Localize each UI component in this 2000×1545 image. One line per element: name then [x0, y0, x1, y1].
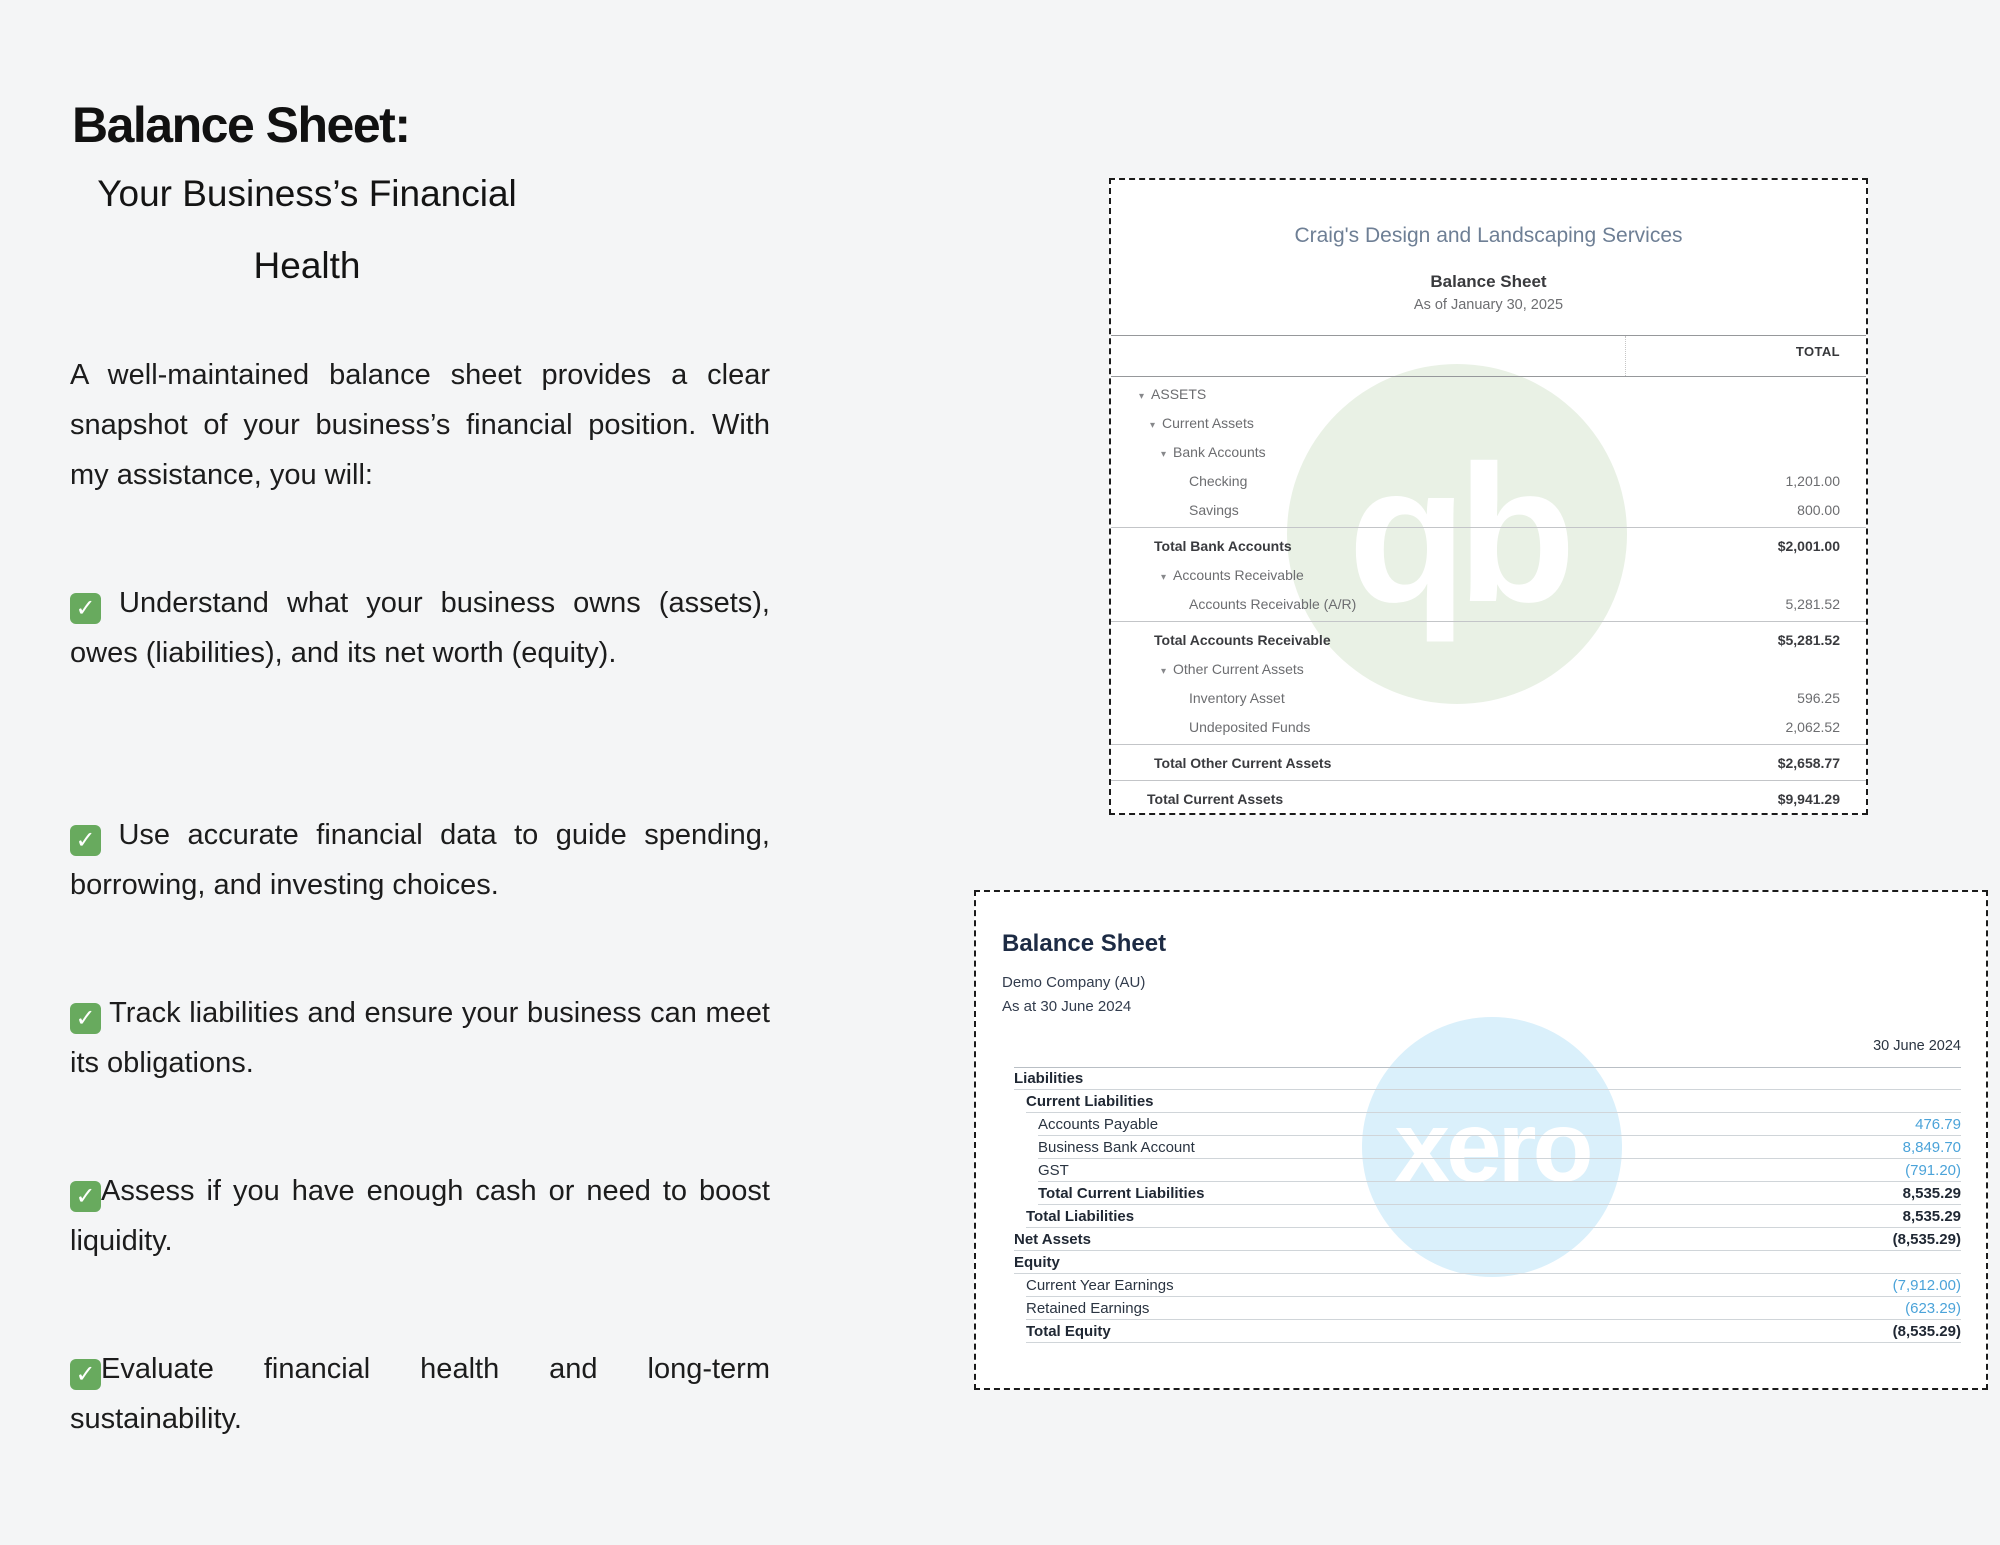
xero-value: (8,535.29)	[1892, 1322, 1961, 1340]
qb-account-label: ▾ Other Current Assets	[1161, 660, 1304, 677]
checklist-item	[70, 578, 770, 678]
collapse-arrow-icon[interactable]: ▾	[1161, 448, 1167, 460]
check-icon: ✓	[70, 593, 101, 624]
qb-account-label: ▾ Bank Accounts	[1161, 443, 1266, 460]
qb-divider	[1111, 621, 1866, 622]
qb-account-label: ▾ Current Assets	[1150, 414, 1254, 431]
xero-row	[1038, 1136, 1961, 1159]
xero-row	[1026, 1297, 1961, 1320]
qb-account-label: Savings	[1189, 501, 1239, 518]
checklist-item	[70, 988, 770, 1088]
xero-account-label: Total Liabilities	[1026, 1207, 1135, 1225]
xero-date-column-header: 30 June 2024	[1873, 1038, 1961, 1054]
xero-value: (8,535.29)	[1892, 1230, 1961, 1248]
xero-row	[1026, 1205, 1961, 1228]
qb-account-label: Checking	[1189, 472, 1248, 489]
xero-value-link[interactable]: 476.79	[1915, 1115, 1961, 1133]
intro-paragraph: A well-maintained balance sheet provides a clear snapshot of your business’s financial position. With my assistance, you will:	[70, 359, 770, 491]
qb-row	[1111, 437, 1866, 466]
xero-row	[1038, 1159, 1961, 1182]
xero-table	[976, 1067, 1986, 1343]
checklist-item-text: Track liabilities and ensure your business can meet its obligations.	[70, 997, 770, 1079]
xero-account-label: Accounts Payable	[1038, 1115, 1159, 1133]
quickbooks-report-panel	[1109, 178, 1868, 815]
quickbooks-logo-watermark: qb	[1287, 364, 1627, 704]
qb-value: 5,281.52	[1785, 595, 1840, 612]
xero-account-label: Total Current Liabilities	[1038, 1184, 1205, 1202]
xero-account-label: Equity	[1014, 1253, 1060, 1271]
qb-value: $5,281.52	[1777, 631, 1840, 648]
xero-account-label: Liabilities	[1014, 1070, 1084, 1087]
xero-row	[1026, 1320, 1961, 1343]
checklist-item-text: Assess if you have enough cash or need to boost liquidity.	[70, 1175, 770, 1257]
qb-row	[1111, 408, 1866, 437]
checklist-item-text: Understand what your business owns (assets), owes (liabilities), and its net worth (equity).	[70, 587, 770, 669]
qb-row	[1111, 466, 1866, 495]
xero-row	[1014, 1228, 1961, 1251]
xero-value: 8,535.29	[1902, 1207, 1961, 1225]
qb-account-label: Total Current Assets	[1147, 790, 1284, 807]
check-icon: ✓	[70, 1359, 101, 1390]
xero-company-name: Demo Company (AU)	[1002, 974, 1146, 991]
qb-table	[1111, 376, 1866, 813]
qb-row	[1111, 625, 1866, 654]
qb-value: $2,658.77	[1777, 754, 1840, 771]
xero-report-panel	[974, 890, 1988, 1390]
xero-account-label: Business Bank Account	[1038, 1138, 1195, 1156]
page-title: Balance Sheet:	[72, 97, 410, 153]
xero-account-label: Retained Earnings	[1026, 1299, 1150, 1317]
checklist-item-text: Evaluate financial health and long-term sustainability.	[70, 1353, 770, 1435]
collapse-arrow-icon[interactable]: ▾	[1139, 390, 1145, 402]
qb-value: $2,001.00	[1777, 537, 1840, 554]
qb-row	[1111, 712, 1866, 741]
qb-value: 1,201.00	[1785, 472, 1840, 489]
qb-row	[1111, 560, 1866, 589]
qb-account-label: Accounts Receivable (A/R)	[1189, 595, 1357, 612]
xero-row	[1014, 1067, 1961, 1090]
xero-row	[1014, 1251, 1961, 1274]
qb-account-label: Total Other Current Assets	[1154, 754, 1332, 771]
check-icon: ✓	[70, 1181, 101, 1212]
qb-header-divider	[1111, 335, 1866, 336]
qb-total-column-header: TOTAL	[1795, 344, 1840, 359]
xero-account-label: Total Equity	[1026, 1322, 1111, 1340]
qb-column-separator	[1625, 336, 1626, 376]
xero-value-link[interactable]: 8,849.70	[1902, 1138, 1961, 1156]
qb-report-date: As of January 30, 2025	[1413, 297, 1564, 313]
xero-value: 8,535.29	[1902, 1184, 1961, 1202]
qb-row	[1111, 589, 1866, 618]
qb-account-label: Total Accounts Receivable	[1154, 631, 1331, 648]
xero-row	[1038, 1113, 1961, 1136]
qb-row	[1111, 748, 1866, 777]
xero-report-date: As at 30 June 2024	[1002, 998, 1132, 1015]
xero-value-link[interactable]: (791.20)	[1905, 1161, 1961, 1179]
qb-account-label: Inventory Asset	[1189, 689, 1285, 706]
qb-company-name: Craig's Design and Landscaping Services	[1294, 224, 1683, 247]
collapse-arrow-icon[interactable]: ▾	[1150, 419, 1156, 431]
qb-divider	[1111, 527, 1866, 528]
qb-row	[1111, 784, 1866, 813]
qb-row	[1111, 495, 1866, 524]
checklist-item	[70, 1166, 770, 1266]
qb-account-label: Total Bank Accounts	[1154, 537, 1292, 554]
qb-row	[1111, 654, 1866, 683]
qb-value: 2,062.52	[1785, 718, 1840, 735]
xero-value-link[interactable]: (7,912.00)	[1892, 1276, 1961, 1294]
xero-account-label: Current Year Earnings	[1026, 1276, 1174, 1294]
qb-row	[1111, 379, 1866, 408]
collapse-arrow-icon[interactable]: ▾	[1161, 571, 1167, 583]
xero-account-label: Current Liabilities	[1026, 1092, 1154, 1110]
xero-row	[1038, 1182, 1961, 1205]
qb-report-title: Balance Sheet	[1430, 272, 1547, 291]
qb-value: 596.25	[1797, 689, 1840, 706]
page-subtitle: Your Business’s Financial Health	[97, 173, 517, 286]
qb-account-label: Undeposited Funds	[1189, 718, 1311, 735]
xero-value-link[interactable]: (623.29)	[1905, 1299, 1961, 1317]
qb-value: $9,941.29	[1777, 790, 1840, 807]
qb-account-label: ▾ Accounts Receivable	[1161, 566, 1304, 583]
xero-row	[1026, 1090, 1961, 1113]
check-icon: ✓	[70, 1003, 101, 1034]
xero-account-label: GST	[1038, 1161, 1069, 1179]
qb-row	[1111, 683, 1866, 712]
qb-divider	[1111, 744, 1866, 745]
xero-account-label: Net Assets	[1014, 1230, 1091, 1248]
qb-row	[1111, 531, 1866, 560]
qb-value: 800.00	[1797, 501, 1840, 518]
xero-logo-watermark: xero	[1362, 1017, 1622, 1277]
collapse-arrow-icon[interactable]: ▾	[1161, 665, 1167, 677]
checklist-item	[70, 810, 770, 910]
xero-row	[1026, 1274, 1961, 1297]
checklist-item	[70, 1344, 770, 1444]
check-icon: ✓	[70, 825, 101, 856]
checklist-item-text: Use accurate financial data to guide spending, borrowing, and investing choices.	[70, 819, 770, 901]
xero-report-title: Balance Sheet	[1002, 930, 1167, 957]
qb-divider	[1111, 780, 1866, 781]
qb-account-label: ▾ ASSETS	[1139, 385, 1207, 402]
